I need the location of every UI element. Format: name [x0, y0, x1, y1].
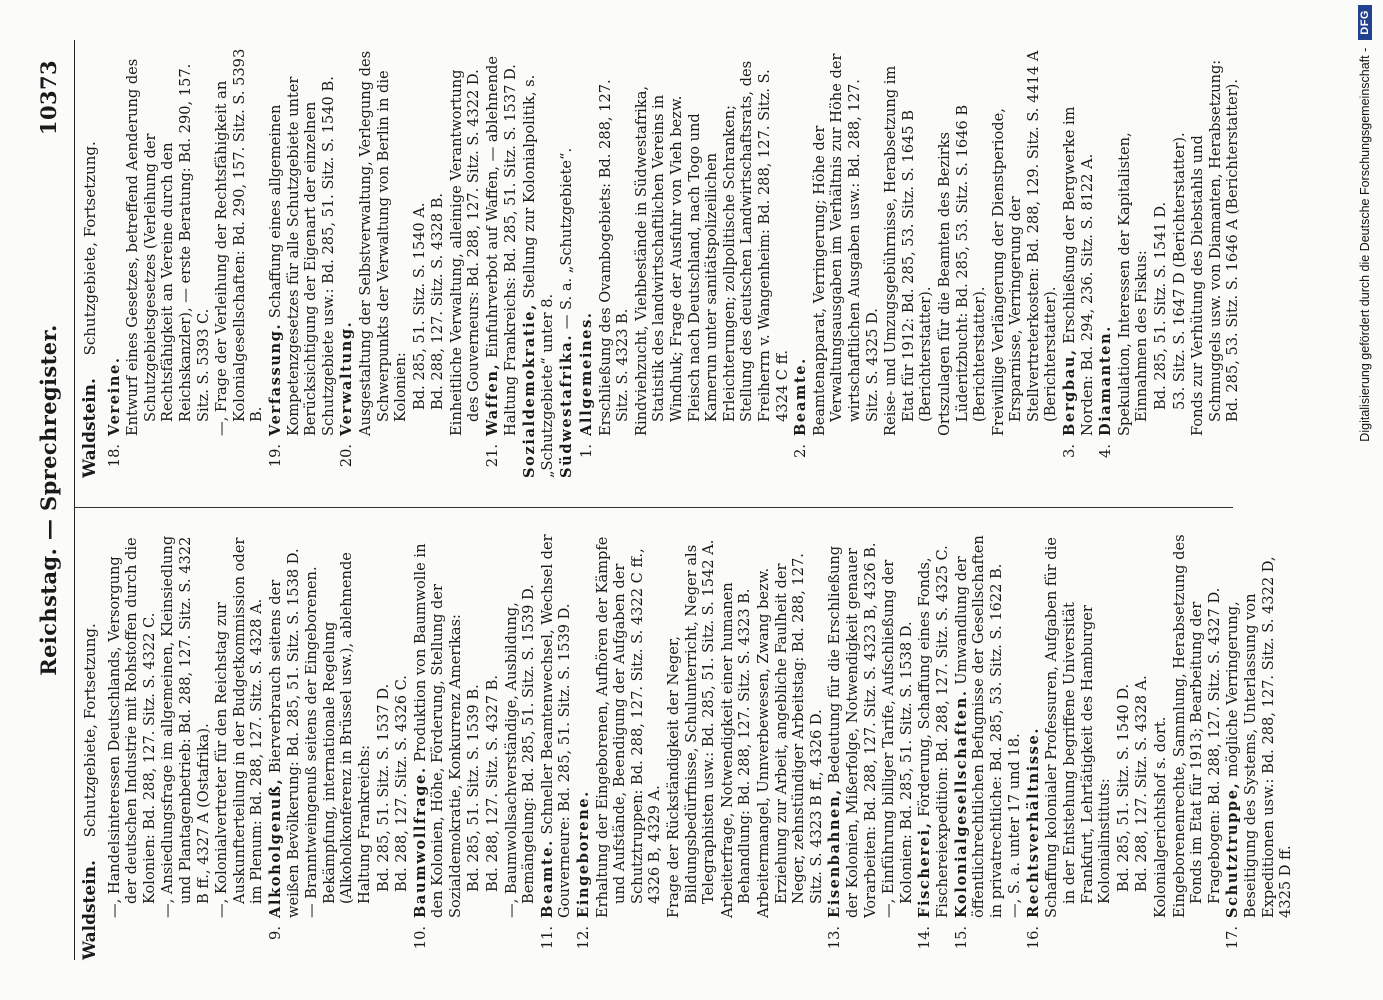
index-entry — [106, 48, 124, 478]
left-intro-paragraphs — [106, 530, 266, 960]
index-entry — [267, 530, 302, 960]
entry-subitem: Beamtenapparat, Verringerung; Höhe der Verwaltungsausgaben im Verhältnis zur Höhe der wirtschaftlichen Ausgaben usw.: Bd. 288, 127. Sitz. S. 4325 D. — [810, 53, 881, 436]
entry-subitem: —, Frage der Verleihung der Rechtsfähigkeit an Kolonialgesellschaften: Bd. 290, 157. Sitz. S. 5393 B. — [213, 48, 266, 436]
entry-subitem: Ortszulagen für die Beamten des Bezirks Lüderitzbucht: Bd. 285, 53. Sitz. S. 1646 B (Berichterstatter). — [935, 104, 989, 436]
suedwestafrika-entries — [578, 48, 1242, 478]
entry-subitem: —, Baumwollsachverständige, Ausbildung, Bemängelung: Bd. 285, 51. Sitz. S. 1539 D. — [502, 584, 538, 918]
entry-title: Beamte. — [792, 357, 810, 436]
entry-reference: Bd. 288, 127. Sitz. S. 4328 B. — [429, 192, 447, 410]
entry-number: 12. — [575, 926, 593, 950]
entry-text: Förderung, Schaffung eines Fonds, Fischereiexpedition: Bd. 288, 127. Sitz. S. 4325 C. — [916, 545, 951, 918]
entry-number: 11. — [538, 926, 556, 950]
entry-reference: Bd. 285, 51. Sitz. S. 1540 A. — [410, 202, 428, 410]
index-entry — [792, 48, 810, 478]
cross-reference-title: Sozialdemokratie, — [521, 303, 539, 478]
cross-references — [521, 48, 576, 478]
entry-subitem: Eingeborenenrechte, Sammlung, Herabsetzung des Fonds im Etat für 1913; Bearbeitung der Fragebogen: Bd. 288, 127. Sitz. S. 4327 D. — [1170, 534, 1223, 918]
entry-reference: Bd. 285, 51. Sitz. S. 1541 D. — [1152, 201, 1170, 410]
index-entry — [575, 530, 593, 960]
right-entries — [106, 48, 520, 478]
entry-reference: Bd. 288, 127. Sitz. S. 4328 A. — [1133, 675, 1151, 892]
entry-number: 1. — [578, 444, 596, 458]
entry-subitem: Kolonialgerichtshof s. dort. — [1152, 716, 1170, 918]
entry-title: Alkoholgenuß, — [266, 777, 284, 918]
intro-paragraph: —, Ansiedlungsfrage im allgemeinen, Kleinsiedlung und Plantagenbetrieb: Bd. 288, 127. Sitz. S. 4322 B ff., 4327 A (Ostafrika). — [159, 535, 212, 918]
left-section: Schutzgebiete, Fortsetzung. — [81, 623, 99, 838]
entry-number: 2. — [792, 444, 810, 458]
entry-text: Schaffung eines allgemeinen Kompetenzgesetzes für alle Schutzgebiete unter Berücksichtigung der Eigenart der einzelnen Schutzgebiete usw.: Bd. 285, 51. Sitz. S. 1540 B. — [266, 76, 337, 436]
cross-reference-text: — S. a. „Schutzgebiete“. — [558, 147, 576, 334]
cross-reference-text: Stellung zur Kolonialpolitik, s. „Schutzgebiete“ unter 8. — [521, 74, 556, 478]
entry-title: Baumwollfrage. — [411, 766, 429, 918]
entry-reference: Bd. 285, 51. Sitz. S. 1540 D. — [1114, 683, 1132, 892]
cross-reference — [558, 48, 576, 478]
header-rule — [74, 40, 75, 960]
entry-subitem: — Branntweingenuß seitens der Eingeborenen. Bekämpfung, internationale Regelung (Alkoholkonferenz in Brüssel usw.), ablehnende Haltung Frankreichs: — [303, 552, 373, 918]
running-head — [36, 60, 70, 940]
intro-paragraph: —, Handelsinteressen Deutschlands, Versorgung der deutschen Industrie mit Rohstoffen durch die Kolonien: Bd. 288, 127. Sitz. S. 4322 C. — [105, 537, 158, 918]
entry-text: Umwandlung der öffentlichrechtlichen Befugnisse der Gesellschaften in privatrechtliche: Bd. 285, 53. Sitz. S. 1622 B. — [952, 535, 1005, 918]
entry-title: Allgemeines. — [578, 311, 596, 436]
entry-title: Bergbau, — [1061, 348, 1079, 436]
entry-number: 13. — [826, 926, 844, 950]
left-author: Waldstein. — [80, 860, 100, 960]
entry-title: Diamanten. — [1097, 325, 1115, 436]
entry-subitem: Arbeitermangel, Unnverbewesen, Zwang bezw. Erziehung zur Arbeit, angebliche Faulheit der Neger, zehnstündiger Arbeitstag: Bd. 288, 127. Sitz. S. 4323 B ff., 4326 D. — [754, 553, 825, 918]
entry-title: Kolonialgesellschaften. — [952, 689, 970, 918]
intro-paragraph: —, Kolonialvertreter für den Reichstag zur Auskunfterteilung in der Budgetkommission oder im Plenum: Bd. 288, 127. Sitz. S. 4328 A. — [213, 537, 266, 918]
entry-subitem: Erschließung des Ovambogebiets: Bd. 288, 127. Sitz. S. 4323 B. — [596, 79, 632, 436]
entry-number: 14. — [916, 926, 934, 950]
entry-subitem: Spekulation, Interessen der Kapitalisten, Einnahmen des Fiskus: — [1115, 132, 1151, 436]
entry-title: Schutztruppe, — [1224, 781, 1242, 918]
entry-number: 3. — [1061, 444, 1079, 458]
entry-text: Erschließung der Bergwerke im Norden: Bd. 294, 236. Sitz. S. 8122 A. — [1061, 106, 1096, 436]
entry-title: Verfassung. — [266, 322, 284, 436]
dfg-sidebar — [1352, 5, 1378, 995]
entry-reference: 53. Sitz. S. 1647 D (Berichterstatter). — [1170, 132, 1188, 410]
index-entry — [1061, 48, 1096, 478]
cross-reference-title: Südwestafrika. — [558, 333, 576, 478]
entry-text: Bedeutung für die Erschließung der Kolonien, Mißerfolge, Notwendigkeit genauer Vorarbeiten: Bd. 288, 127. Sitz. S. 4323 B, 4326 B. — [826, 542, 879, 918]
entry-number: 21. — [484, 444, 502, 468]
index-entry — [916, 530, 951, 960]
entry-title: Eingeborene. — [575, 790, 593, 918]
entry-number: 9. — [266, 926, 284, 940]
entry-text: Einfuhrverbot auf Waffen, — ablehnende Haltung Frankreichs: Bd. 285, 51. Sitz. S. 1537 D. — [484, 56, 519, 436]
index-entry — [267, 48, 337, 478]
entry-subitem: Reise- und Umzugsgebührnisse, Herabsetzung im Etat für 1912: Bd. 285, 53. Sitz. S. 1645 B (Berichterstatter). — [882, 65, 935, 436]
running-head-title: Reichstag. — Sprechregister. — [36, 324, 61, 676]
entry-reference: Bd. 288, 127. Sitz. S. 4326 C. — [393, 675, 411, 892]
right-column-head — [82, 48, 100, 478]
entry-title: Verwaltung. — [338, 320, 356, 436]
entry-subitem: Entwurf eines Gesetzes, betreffend Aenderung des Schutzgebietsgesetzes (Verleihung der Rechtsfähigkeit an Vereine durch den Reichskanzler), — erste Beratung: Bd. 290, 157. Sitz. S. 5393 C. — [124, 58, 212, 436]
index-entry — [1224, 530, 1294, 960]
entry-number: 4. — [1097, 444, 1115, 458]
entry-subitem: —, S. a. unter 17 und 18. — [1006, 733, 1024, 918]
entry-text: Bierverbrauch seitens der weißen Bevölkerung: Bd. 285, 51. Sitz. S. 1538 D. — [266, 548, 302, 918]
entry-title: Eisenbahnen, — [826, 788, 844, 918]
entry-title: Fischerei, — [916, 821, 934, 918]
entry-subitem: Erhaltung der Eingeborenen, Aufhören der Kämpfe und Aufstände, Beendigung der Aufgaben der Schutztruppen: Bd. 288, 127. Sitz. S. 4322 C ff., 4326 B, 4329 A. — [593, 536, 664, 918]
entry-subitem: Arbeiterfrage, Notwendigkeit einer humanen Behandlung: Bd. 288, 127. Sitz. S. 4323 B. — [718, 582, 754, 918]
left-entries — [267, 530, 1295, 960]
entry-text: mögliche Verringerung, Beseitigung des Systems, Unterlassung von Expeditionen usw.: Bd. 288, 127. Sitz. S. 4322 D, 4325 D ff. — [1224, 556, 1295, 918]
dfg-credit-text: Digitalisierung gefördert durch die Deutsche Forschungsgemeinschaft - — [1358, 47, 1372, 442]
index-entry — [578, 48, 596, 478]
entry-title: Waffen, — [484, 362, 502, 436]
index-entry — [1025, 530, 1043, 960]
entry-subitem: Frage der Rückständigkeit der Neger, Bildungsbedürfnisse, Schulunterricht, Neger als Telegraphisten usw.: Bd. 285, 51. Sitz. S. 1542 A. — [665, 539, 718, 918]
entry-reference: Bd. 285, 51. Sitz. S. 1539 B. — [465, 684, 483, 892]
entry-number: 10. — [411, 926, 429, 950]
entry-number: 15. — [952, 926, 970, 950]
entry-number: 19. — [266, 444, 284, 468]
entry-number: 20. — [338, 444, 356, 468]
entry-number: 16. — [1024, 926, 1042, 950]
left-column-head — [82, 530, 100, 960]
index-entry — [953, 530, 1006, 960]
entry-number: 18. — [105, 444, 123, 468]
entry-text: Produktion von Baumwolle in den Kolonien, Höhe, Förderung, Stellung der Sozialdemokratie, Konkurrenz Amerikas: — [411, 543, 464, 918]
entry-text: Schneller Beamtenwechsel, Wechsel der Gouverneure: Bd. 285, 51. Sitz. S. 1539 D. — [538, 534, 574, 918]
left-column — [82, 530, 1296, 960]
column-divider — [74, 507, 1233, 508]
entry-subitem: Einheitliche Verwaltung, alleinige Verantwortung des Gouverneurs: Bd. 288, 127. Sitz. S. 4322 D. — [447, 69, 483, 436]
index-entry — [539, 530, 574, 960]
right-column — [82, 48, 1243, 478]
entry-title: Vereine. — [105, 356, 123, 436]
index-entry — [338, 48, 356, 478]
entry-number: 17. — [1224, 926, 1242, 950]
index-entry — [1097, 48, 1115, 478]
cross-reference — [521, 48, 556, 478]
right-author: Waldstein. — [80, 378, 100, 478]
entry-title: Beamte. — [538, 839, 556, 918]
entry-reference: Bd. 285, 51. Sitz. S. 1537 D. — [374, 683, 392, 892]
entry-subitem: —, Einführung billiger Tarife, Aufschließung der Kolonien: Bd. 285, 51. Sitz. S. 1538 D. — [880, 559, 915, 918]
entry-subitem: Rindviehzucht, Viehbestände in Südwestafrika, Statistik des landwirtschaftlichen Vereins in Windhuk; Frage der Ausfuhr von Vieh bezw. Fleisch nach Deutschland, nach Togo und Kamerun unter sanitätspolizeilichen Erleichterungen; zollpolitische Schranken; Stellung des deutschen Landwirtschaftsrats, des Freiherrn v. Wangenheim: Bd. 288, 127. Sitz. S. 4324 C ff. — [632, 60, 791, 436]
entry-subitem: Ausgestaltung der Selbstverwaltung, Verlegung des Schwerpunkts der Verwaltung von Berlin in die Kolonien: — [356, 50, 410, 436]
entry-subitem: Fonds zur Verhütung des Diebstahls und Schmuggels usw. von Diamanten, Herabsetzung: Bd. 285, 53. Sitz. S. 1646 A (Berichterstatter). — [1189, 59, 1242, 436]
entry-subitem: Schaffung kolonialer Professuren, Aufgaben für die in der Entstehung begriffene Universität Frankfurt, Lehrtätigkeit des Hamburger Kolonialinstituts: — [1043, 537, 1114, 918]
entry-title: Rechtsverhältnisse. — [1024, 726, 1042, 918]
page-number: 10373 — [36, 60, 61, 136]
entry-reference: Bd. 288, 127. Sitz. S. 4327 B. — [484, 674, 502, 892]
index-entry — [826, 530, 879, 960]
index-entry — [412, 530, 465, 960]
index-entry — [484, 48, 519, 478]
dfg-logo: DFG — [1358, 5, 1372, 40]
entry-subitem: Freiwillige Verlängerung der Dienstperiode, Ersparnisse, Verringerung der Stellvertreterkosten: Bd. 288, 129. Sitz. S. 4414 A (Berichterstatter). — [989, 50, 1060, 436]
right-section: Schutzgebiete, Fortsetzung. — [81, 141, 99, 356]
